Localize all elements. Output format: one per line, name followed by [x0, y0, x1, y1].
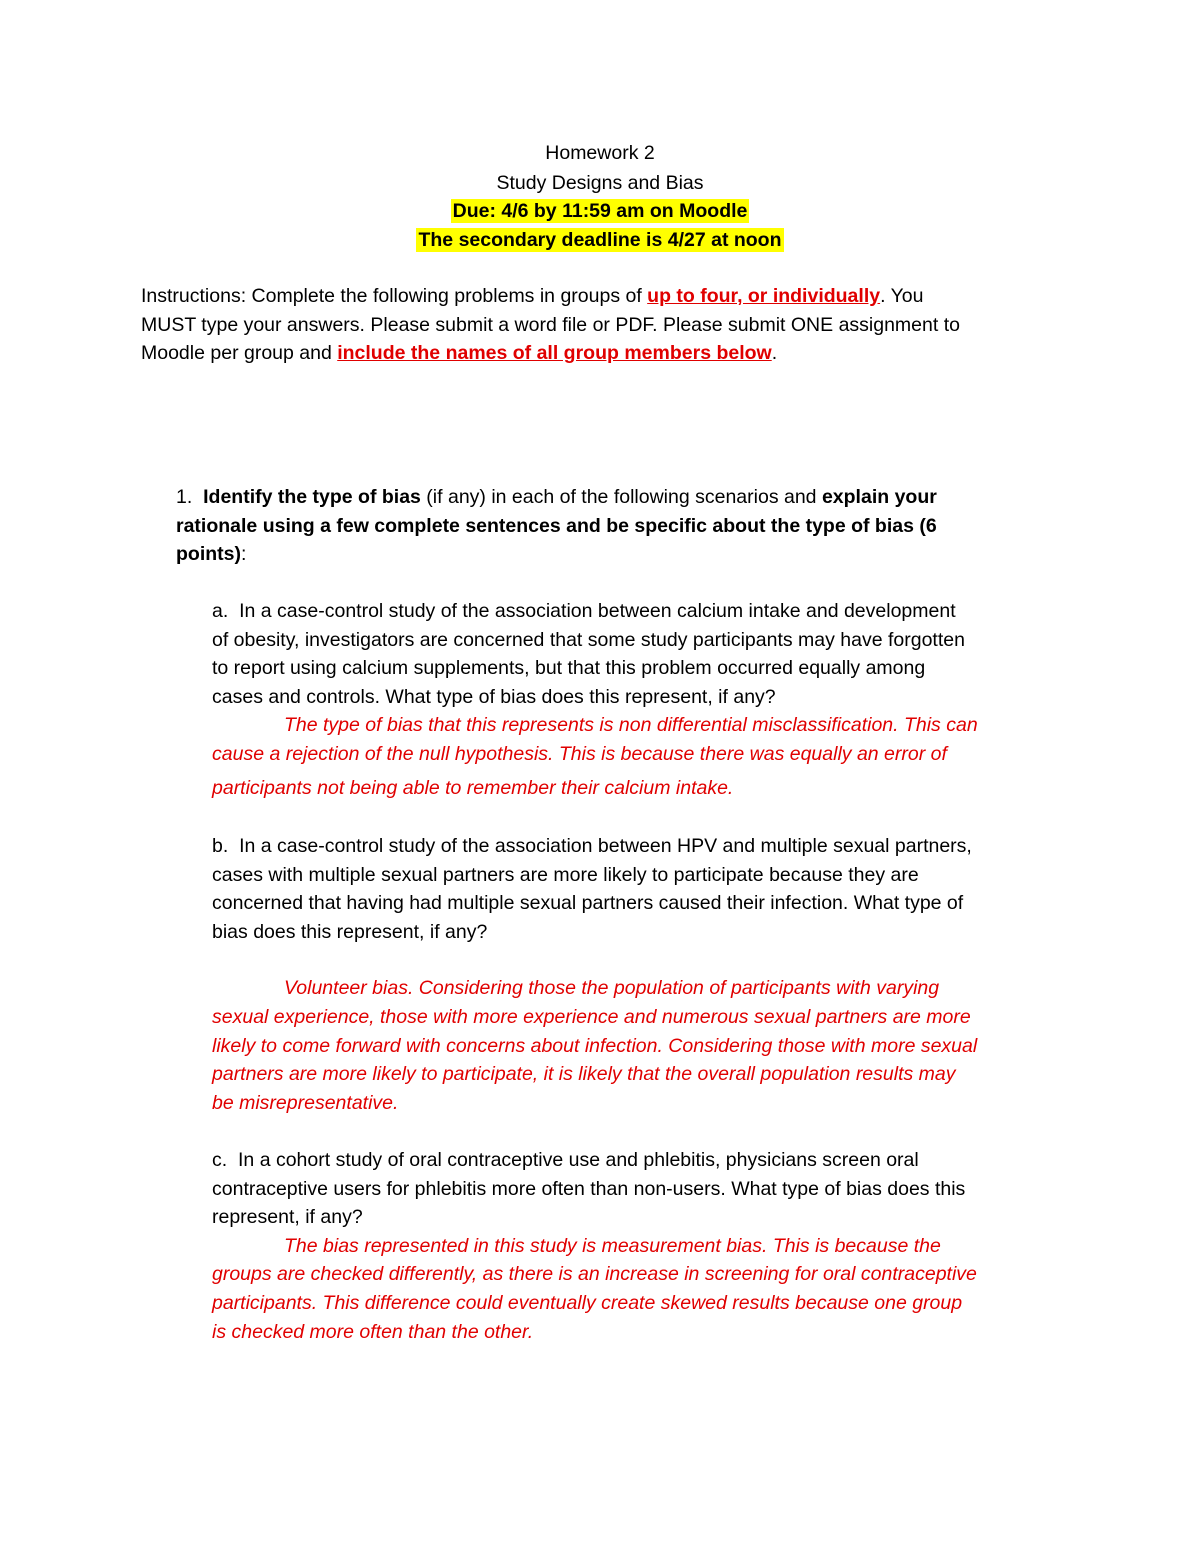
- part-c-question: c. In a cohort study of oral contraceptive use and phlebitis, physicians screen oral contraceptive users for phlebitis more often than non-users. What type of bias does this represent, if any?: [212, 1149, 966, 1229]
- secondary-deadline: [0, 226, 1200, 254]
- instructions-line-3: Moodle per group and include the names of all group members below.: [141, 342, 778, 365]
- due-date-highlight: Due: 4/6 by 11:59 am on Moodle: [452, 200, 748, 222]
- part-b-question: b. In a case-control study of the association between HPV and multiple sexual partners, cases with multiple sexual partners are more likely to participate because they are concerned that having had multiple sexual partners caused their infection. What type of bias does this represent, if any?: [212, 835, 972, 943]
- part-a: [212, 597, 1082, 802]
- instructions-line-2: MUST type your answers. Please submit a word file or PDF. Please submit ONE assignment to: [141, 313, 960, 336]
- question-1-line-3: points):: [176, 543, 247, 566]
- due-date: [0, 197, 1200, 225]
- part-c-label: c.: [212, 1149, 228, 1171]
- part-a-answer: The type of bias that this represents is non differential misclassification. This can cause a rejection of the null hypothesis. This is because there was equally an error of participants not being able to remember their calcium intake.: [212, 714, 978, 799]
- question-number: 1.: [176, 486, 193, 508]
- part-c-answer: The bias represented in this study is measurement bias. This is because the groups are checked differently, as there is an increase in screening for oral contraceptive participants. This difference could eventually create skewed results because one group is checked more often than the other.: [212, 1234, 977, 1343]
- instructions-line-1: Instructions: Complete the following problems in groups of up to four, or individually. You: [141, 285, 924, 307]
- part-a-question: a. In a case-control study of the association between calcium intake and development of obesity, investigators are concerned that some study participants may have forgotten to report using calcium supplements, but that this problem occurred equally among cases and controls. What type of bias does this represent, if any?: [212, 600, 965, 708]
- part-b-answer: Volunteer bias. Considering those the population of participants with varying sexual experience, those with more experience and numerous sexual partners are more likely to come forward with concerns about infection. Considering those with more sexual partners are more likely to participate, it is likely that the overall population results may be misrepresentative.: [212, 977, 978, 1114]
- document-subtitle: Study Designs and Bias: [496, 172, 704, 194]
- group-members-emphasis: include the names of all group members below: [337, 342, 772, 365]
- instructions: [141, 282, 1081, 368]
- part-c: [212, 1146, 1082, 1346]
- group-size-emphasis: up to four, or individually: [647, 285, 881, 307]
- question-1-line-1: 1. Identify the type of bias (if any) in each of the following scenarios and explain your: [176, 486, 937, 508]
- secondary-deadline-highlight: The secondary deadline is 4/27 at noon: [418, 229, 782, 251]
- part-b-label: b.: [212, 835, 229, 857]
- part-b: [212, 832, 1082, 1117]
- document-title: Homework 2: [545, 142, 655, 164]
- question-1-line-2: rationale using a few complete sentences and be specific about the type of bias (6: [176, 514, 937, 537]
- part-a-label: a.: [212, 600, 229, 622]
- question-1: [176, 483, 1056, 569]
